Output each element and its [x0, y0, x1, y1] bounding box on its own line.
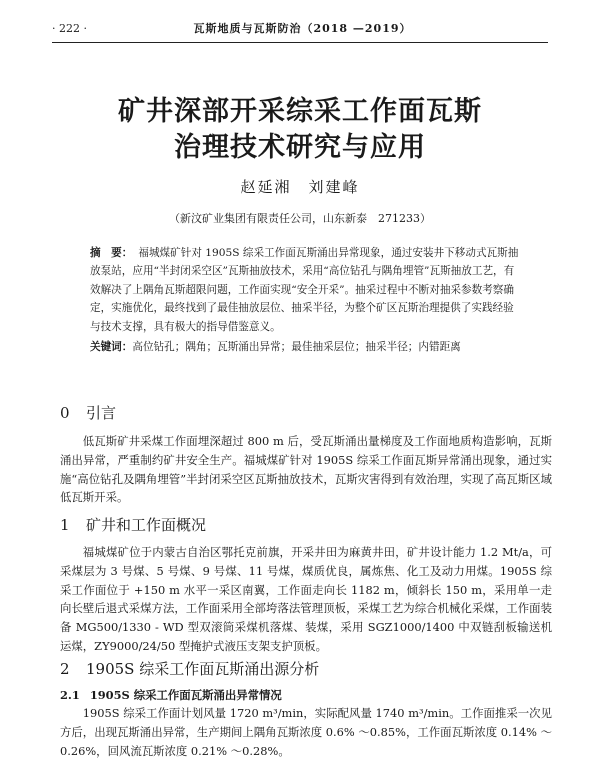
section-heading-0: [60, 402, 116, 423]
section-title: 引言: [86, 404, 117, 422]
keywords-text: 高位钻孔；隅角；瓦斯涌出异常；最佳抽采层位；抽采半径；内错距离: [132, 341, 461, 353]
subsection-2-1-paragraph: 1905S 综采工作面计划风量 1720 m³/min，实际配风量 1740 m³/min。工作面推采一次见方后，出现瓦斯涌出异常，生产期间上隅角瓦斯浓度 0.6% ～0.85%，工作面瓦斯浓度 0.14% ～0.26%，回风流瓦斯浓度 0.21% ～0.28%。: [60, 706, 552, 758]
section-title: 矿井和工作面概况: [86, 516, 207, 534]
header-rule: [52, 42, 548, 43]
abstract: [90, 244, 522, 336]
section-1-paragraph: 福城煤矿位于内蒙古自治区鄂托克前旗，开采井田为麻黄井田，矿井设计能力 1.2 Mt/a，可采煤层为 3 号煤、5 号煤、9 号煤、11 号煤，煤质优良，属炼焦、化工及动力用煤。1905S 综采工作面位于 +150 m 水平一采区南翼，工作面走向长 1182 m，倾斜长 150 m，采用单一走向长壁后退式采煤方法，工作面采用全部垮落法管理顶板，采煤工艺为综合机械化采煤，工作面装备 MG500/1330 - WD 型双滚筒采煤机落煤、装煤，采用 SGZ1000/1400 中双链刮板输送机运煤，ZY9000/24/50 型掩护式液压支架支护顶板。: [60, 545, 552, 653]
section-heading-2: [60, 658, 319, 679]
keywords-label: 关键词：: [90, 341, 133, 353]
section-number: 0: [60, 404, 70, 422]
subsection-title: 1905S 综采工作面瓦斯涌出异常情况: [89, 688, 282, 702]
subsection-heading-2-1: [60, 687, 282, 703]
affiliation: （新汶矿业集团有限责任公司，山东新泰 271233）: [169, 212, 431, 225]
section-heading-1: [60, 514, 206, 535]
subsection-number: 2.1: [60, 688, 80, 702]
running-head: [52, 18, 548, 38]
authors: 赵延湘 刘建峰: [240, 178, 360, 196]
journal-title: 瓦斯地质与瓦斯防治（2018 —2019）: [193, 22, 412, 35]
paper-title-line-1: 矿井深部开采综采工作面瓦斯: [118, 96, 482, 127]
keywords: [90, 339, 530, 356]
page-number: · 222 ·: [52, 21, 87, 35]
section-0-paragraph: 低瓦斯矿井采煤工作面埋深超过 800 m 后，受瓦斯涌出量梯度及工作面地质构造影响，瓦斯涌出异常，严重制约矿井安全生产。福城煤矿针对 1905S 综采工作面瓦斯异常涌出现象，通过实施“高位钻孔及隅角埋管”半封闭采空区瓦斯抽放技术，瓦斯灾害得到有效治理，实现了高瓦斯区域低瓦斯开采。: [60, 434, 552, 505]
section-title: 1905S 综采工作面瓦斯涌出源分析: [86, 660, 320, 678]
section-number: 2: [60, 660, 70, 678]
paper-title: [0, 94, 600, 166]
section-number: 1: [60, 516, 70, 534]
abstract-text: 福城煤矿针对 1905S 综采工作面瓦斯涌出异常现象，通过安装井下移动式瓦斯抽放泵站，应用“半封闭采空区”瓦斯抽放技术，采用“高位钻孔与隅角埋管”瓦斯抽放工艺，有效解决了上隅角瓦斯超限问题，工作面实现“安全开采”。抽采过程中不断对抽采参数考察确定，实施优化，最终找到了最佳抽放层位、抽采半径，为整个矿区瓦斯治理提供了实践经验与技术支撑，具有极大的指导借鉴意义。: [90, 247, 519, 333]
paper-title-line-2: 治理技术研究与应用: [174, 132, 426, 163]
abstract-label: 摘 要：: [90, 247, 133, 259]
